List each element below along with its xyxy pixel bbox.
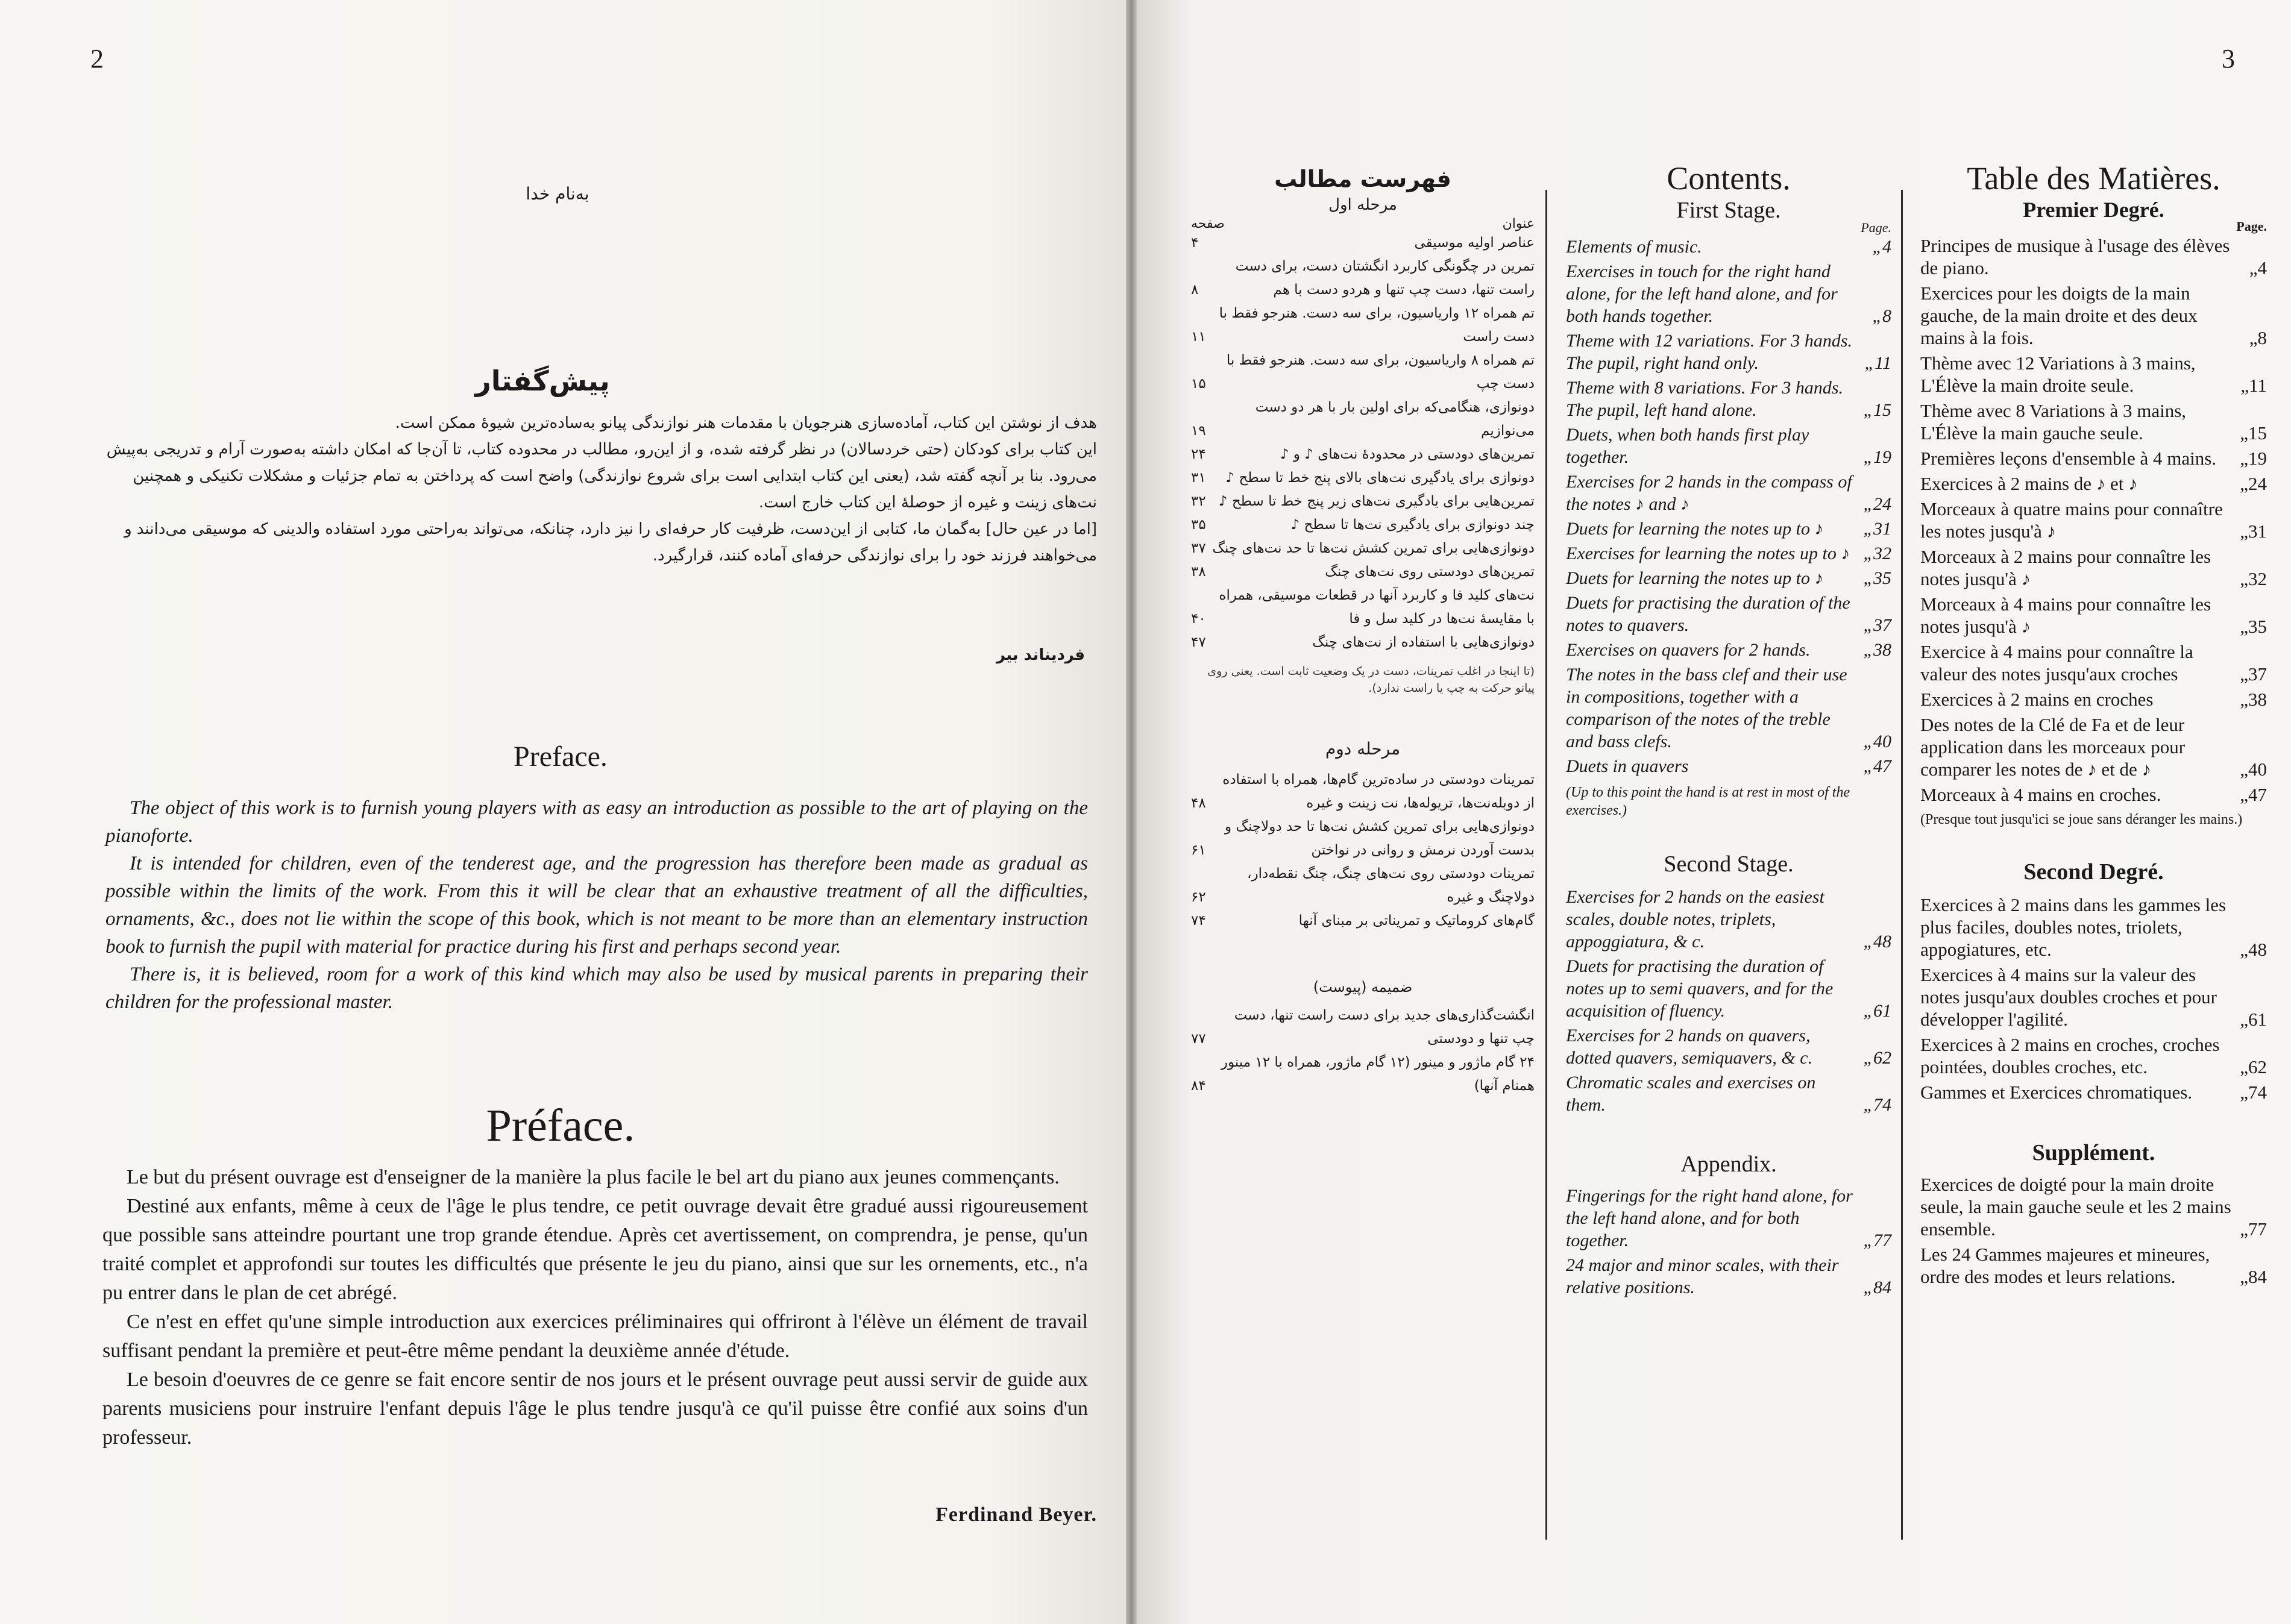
- page-number: 2: [90, 44, 104, 74]
- toc-entry-page: „62: [1863, 1048, 1891, 1068]
- toc-entry-page: „15: [2240, 422, 2267, 444]
- persian-appendix-list: [1191, 1004, 1535, 1098]
- french-stage1-list: [1920, 234, 2267, 806]
- toc-entry-page: „37: [1863, 615, 1891, 635]
- toc-entry-page: ۴۰: [1191, 611, 1206, 627]
- toc-entry-page: „62: [2240, 1056, 2267, 1077]
- toc-entry-title: دونوازی، هنگامی‌که برای اولین بار با هر دو دست می‌نوازیم: [1255, 400, 1535, 439]
- column-divider: [1545, 190, 1547, 1540]
- toc-entry-title: Elements of music.: [1566, 237, 1702, 257]
- toc-entry: [1920, 1173, 2267, 1240]
- column-divider: [1901, 190, 1903, 1540]
- toc-entry-title: Exercises for 2 hands on quavers, dotted quavers, semiquavers, & c.: [1566, 1026, 1813, 1068]
- toc-entry: [1566, 1185, 1891, 1252]
- french-stage2-list: [1920, 894, 2267, 1103]
- toc-entry-page: ۶۱: [1191, 842, 1206, 858]
- persian-col-title: عنوان: [1502, 216, 1535, 231]
- toc-entry-page: ۱۹: [1191, 423, 1206, 439]
- toc-entry-title: تمرینات دودستی در ساده‌ترین گام‌ها، همراه با استفاده از دوبله‌نت‌ها، تریوله‌ها، نت زینت و غیره: [1222, 772, 1535, 811]
- persian-contents-column: [1191, 166, 1535, 1098]
- toc-entry-title: Thème avec 8 Variations à 3 mains, L'Élève la main gauche seule.: [1920, 400, 2187, 444]
- toc-entry-title: Exercices à 2 mains dans les gammes les plus faciles, doubles notes, triolets, appogiatures, etc.: [1920, 894, 2227, 960]
- persian-stage2-heading: مرحله دوم: [1325, 739, 1401, 759]
- english-contents-column: [1566, 160, 1891, 1301]
- french-stage2-heading: Second Degré.: [2023, 859, 2164, 885]
- toc-entry-page: ۶۲: [1191, 889, 1206, 905]
- persian-stage1-heading: مرحله اول: [1328, 196, 1397, 214]
- toc-entry: [1191, 231, 1535, 255]
- toc-entry: [1566, 567, 1891, 589]
- toc-entry-page: „48: [2240, 939, 2267, 960]
- toc-entry-page: „35: [1863, 568, 1891, 588]
- left-page: [0, 0, 1126, 1624]
- toc-entry-page: ۱۵: [1191, 376, 1206, 392]
- toc-entry-page: ۳۲: [1191, 494, 1206, 509]
- toc-entry: [1920, 447, 2267, 469]
- french-preface-title: Préface.: [486, 1100, 635, 1151]
- toc-entry-page: ۷۴: [1191, 913, 1206, 929]
- toc-entry-page: „24: [2240, 473, 2267, 494]
- french-contents-title: Table des Matières.: [1967, 160, 2220, 196]
- toc-entry-title: Morceaux à 4 mains pour connaître les notes jusqu'à ♪: [1920, 594, 2211, 637]
- toc-entry: [1191, 255, 1535, 302]
- toc-entry-page: „19: [1863, 447, 1891, 467]
- toc-entry-title: Duets for learning the notes up to ♪: [1566, 519, 1824, 539]
- toc-entry-page: ۴: [1191, 235, 1199, 251]
- toc-entry: [1566, 471, 1891, 515]
- toc-entry-title: Les 24 Gammes majeures et mineures, ordre des modes et leurs relations.: [1920, 1244, 2210, 1287]
- english-preface-title: Preface.: [514, 741, 608, 773]
- toc-entry-page: „74: [2240, 1082, 2267, 1103]
- toc-entry: [1920, 498, 2267, 542]
- toc-entry-title: تمرین‌هایی برای یادگیری نت‌های زیر پنج خط تا سطح ♪: [1218, 494, 1535, 509]
- toc-entry: [1920, 1081, 2267, 1103]
- bismillah-heading: به‌نام خدا: [526, 184, 589, 204]
- persian-stage1-list: [1191, 231, 1535, 654]
- toc-entry-page: „24: [1863, 494, 1891, 514]
- english-stage1-heading: First Stage.: [1676, 198, 1781, 223]
- toc-entry-title: Gammes et Exercices chromatiques.: [1920, 1082, 2193, 1103]
- toc-entry-title: تمرین در چگونگی کاربرد انگشتان دست، برای دست راست تنها، دست چپ تنها و هردو دست با هم: [1235, 259, 1535, 298]
- toc-entry-title: Exercices à 2 mains de ♪ et ♪: [1920, 473, 2138, 494]
- toc-entry-page: „32: [1863, 544, 1891, 563]
- french-preface-paragraph: Destiné aux enfants, même à ceux de l'âge le plus tendre, ce petit ouvrage devait être gradué aussi rigoureusement que possible sans atteindre pourtant une trop grande étendue. Après cet avertissement, on comprendra, je pense, qu'un traité complet et approfondi sur toutes les difficultés que présente le jeu du piano, ainsi que sur les ornements, etc., n'a pu entrer dans le plan de cet abrégé.: [102, 1195, 1088, 1304]
- toc-entry-title: Exercices pour les doigts de la main gauche, de la main droite et des deux mains à la fois.: [1920, 283, 2198, 348]
- french-preface-paragraph: Le but du présent ouvrage est d'enseigner de la manière la plus facile le bel art du piano aux jeunes commençants.: [127, 1166, 1060, 1188]
- toc-entry: [1920, 894, 2267, 961]
- persian-contents-title: فهرست مطالب: [1274, 166, 1451, 192]
- french-appendix-heading: Supplément.: [2032, 1140, 2155, 1165]
- toc-entry-page: „4: [2249, 257, 2267, 278]
- toc-entry: [1920, 713, 2267, 780]
- toc-entry: [1566, 330, 1891, 374]
- toc-entry-page: „37: [2240, 663, 2267, 685]
- english-preface-paragraph: The object of this work is to furnish young players with as easy an introduction as possible to the art of playing on the pianoforte.: [105, 797, 1088, 847]
- toc-entry: [1920, 964, 2267, 1030]
- toc-entry: [1566, 424, 1891, 468]
- toc-entry: [1191, 443, 1535, 466]
- persian-stage1-note: (تا اینجا در اغلب تمرینات، دست در یک وضعیت ثابت است. یعنی روی پیانو حرکت به چپ یا راست ندارد).: [1207, 665, 1535, 695]
- toc-entry-title: 24 major and minor scales, with their relative positions.: [1566, 1255, 1839, 1297]
- toc-entry: [1566, 1024, 1891, 1069]
- toc-entry: [1191, 513, 1535, 537]
- toc-entry-title: Exercices à 2 mains en croches, croches pointées, doubles croches, etc.: [1920, 1034, 2220, 1077]
- english-stage2-list: [1566, 886, 1891, 1116]
- persian-stage2-list: [1191, 768, 1535, 933]
- toc-entry-page: „11: [1864, 353, 1891, 373]
- english-preface-paragraph: It is intended for children, even of the tenderest age, and the progression has therefore been made as gradual as possible within the limits of the work. From this it will be clear that an exhaustive treatment of all the difficulties, ornaments, &c., does not lie within the scope of this book, which is not meant to be more than an elementary instruction book to furnish the pupil with material for practice during his first and perhaps second year.: [105, 853, 1088, 958]
- toc-entry: [1920, 545, 2267, 590]
- toc-entry-title: تمرینات دودستی روی نت‌های چنگ، چنگ نقطه‌دار، دولاچنگ و غیره: [1247, 866, 1535, 905]
- toc-entry-title: Premières leçons d'ensemble à 4 mains.: [1920, 448, 2217, 469]
- french-stage1-note: (Presque tout jusqu'ici se joue sans déranger les mains.): [1920, 812, 2243, 827]
- toc-entry-page: „8: [1872, 306, 1891, 326]
- english-stage1-list: [1566, 236, 1891, 777]
- toc-entry: [1566, 755, 1891, 777]
- persian-preface-paragraph: این کتاب برای کودکان (حتی خردسالان) در نظر گرفته شده، و از این‌رو، مطالب در محدوده کتاب، تا آن‌جا که امکان داشته به‌صورت آرام و تدریجی به‌پیش می‌رود. بنا بر آنچه گفته شد، (یعنی این کتاب ابتدایی است برای شروع نوازندگی) واضح است که پرداختن به تمام جزئیات و مشکلات تکنیکی و همچنین نت‌های زینت و غیره از حوصلهٔ این کتاب خارج است.: [106, 440, 1097, 512]
- toc-entry-page: ۸: [1191, 282, 1199, 298]
- toc-entry-title: Morceaux à quatre mains pour connaître les notes jusqu'à ♪: [1920, 498, 2223, 542]
- toc-entry-page: ۳۵: [1191, 517, 1206, 533]
- toc-entry: [1566, 955, 1891, 1022]
- french-preface-paragraph: Ce n'est en effet qu'une simple introduction aux exercices préliminaires qui offriront à l'élève un élément de travail suffisant pendant la première et peut-être même pendant la deuxième année d'étude.: [102, 1311, 1088, 1362]
- toc-entry-page: „48: [1863, 932, 1891, 952]
- toc-entry-title: Exercises in touch for the right hand alone, for the left hand alone, and for both hands together.: [1566, 262, 1838, 326]
- toc-entry-title: دونوازی برای یادگیری نت‌های بالای پنج خط تا سطح ♪: [1225, 470, 1535, 486]
- toc-entry: [1191, 490, 1535, 513]
- toc-entry-page: „47: [1863, 756, 1891, 776]
- toc-entry-page: „61: [1863, 1001, 1891, 1021]
- toc-entry: [1191, 631, 1535, 654]
- toc-entry: [1191, 302, 1535, 349]
- toc-entry-title: Exercises for 2 hands on the easiest scales, double notes, triplets, appoggiatura, & c.: [1566, 887, 1824, 952]
- toc-entry-page: „74: [1863, 1095, 1891, 1115]
- french-appendix-list: [1920, 1173, 2267, 1288]
- toc-entry-page: „40: [2240, 759, 2267, 780]
- toc-entry: [1920, 400, 2267, 444]
- toc-entry-title: Exercises for learning the notes up to ♪: [1566, 544, 1850, 563]
- toc-entry: [1920, 1243, 2267, 1288]
- toc-entry-page: „19: [2240, 448, 2267, 469]
- persian-preface-paragraph: [اما در عین حال] به‌گمان ما، کتابی از این‌دست، ظرفیت کار حرفه‌ای را نیز دارد، چنانکه، می‌تواند به‌راحتی مورد استفاده والدینی که موسیقی می‌دانند و می‌خواهند فرزند خود را برای نوازندگی حرفه‌ای آماده کنند، قرارگیرد.: [124, 520, 1097, 565]
- toc-entry-page: „84: [1863, 1278, 1891, 1297]
- right-page: [1137, 0, 2291, 1624]
- toc-entry-page: ۳۱: [1191, 470, 1206, 486]
- toc-entry-title: تم همراه ۱۲ واریاسیون، برای سه دست. هنرجو فقط با دست راست: [1219, 306, 1535, 345]
- toc-entry-title: تمرین‌های دودستی روی نت‌های چنگ: [1325, 564, 1535, 580]
- toc-entry: [1191, 1004, 1535, 1051]
- toc-entry: [1191, 466, 1535, 490]
- toc-entry: [1566, 639, 1891, 661]
- toc-entry-title: Chromatic scales and exercises on them.: [1566, 1073, 1816, 1115]
- toc-entry-title: چند دونوازی برای یادگیری نت‌ها تا سطح ♪: [1290, 517, 1535, 533]
- english-appendix-heading: Appendix.: [1680, 1152, 1777, 1177]
- french-preface-body: [102, 1163, 1088, 1452]
- toc-entry: [1191, 349, 1535, 396]
- toc-entry: [1566, 518, 1891, 540]
- toc-entry: [1920, 641, 2267, 685]
- toc-entry-page: ۲۴: [1191, 447, 1206, 462]
- toc-entry: [1191, 909, 1535, 933]
- toc-entry-title: Morceaux à 2 mains pour connaître les notes jusqu'à ♪: [1920, 546, 2211, 589]
- toc-entry-title: Fingerings for the right hand alone, for the left hand alone, and for both together.: [1566, 1186, 1853, 1250]
- toc-entry-title: Theme with 8 variations. For 3 hands. The pupil, left hand alone.: [1566, 378, 1844, 420]
- toc-entry-page: „31: [2240, 521, 2267, 542]
- toc-entry: [1566, 663, 1891, 753]
- toc-entry-title: دونوازی‌هایی برای تمرین کشش نت‌ها تا حد نت‌های چنگ: [1212, 541, 1535, 556]
- english-preface-paragraph: There is, it is believed, room for a work of this kind which may also be used by musical parents in preparing their children for the professional master.: [105, 964, 1088, 1013]
- toc-entry-title: Thème avec 12 Variations à 3 mains, L'Élève la main droite seule.: [1920, 353, 2196, 396]
- toc-entry-title: Duets for practising the duration of the notes to quavers.: [1566, 593, 1850, 635]
- toc-entry-title: Duets in quavers: [1566, 756, 1689, 776]
- toc-entry-title: Duets for practising the duration of notes up to semi quavers, and for the acquisition of fluency.: [1566, 956, 1834, 1021]
- toc-entry: [1191, 584, 1535, 631]
- toc-entry: [1566, 260, 1891, 327]
- toc-entry-page: „47: [2240, 784, 2267, 805]
- persian-preface-paragraph: هدف از نوشتن این کتاب، آماده‌سازی هنرجویان با مقدمات هنر نوازندگی پیانو به‌ساده‌ترین شیوهٔ ممکن است.: [395, 414, 1097, 432]
- english-stage1-note: (Up to this point the hand is at rest in most of the exercises.): [1566, 785, 1850, 818]
- toc-entry-page: „77: [1863, 1231, 1891, 1250]
- toc-entry-title: Theme with 12 variations. For 3 hands. The pupil, right hand only.: [1566, 331, 1853, 373]
- toc-entry: [1920, 472, 2267, 495]
- toc-entry: [1191, 1051, 1535, 1098]
- toc-entry-title: Exercises on quavers for 2 hands.: [1566, 640, 1811, 660]
- toc-entry-title: Des notes de la Clé de Fa et de leur application dans les morceaux pour comparer les notes de ♪ et de ♪: [1920, 714, 2186, 780]
- toc-entry-page: „40: [1863, 732, 1891, 751]
- toc-entry-page: ۷۷: [1191, 1031, 1206, 1047]
- toc-entry-page: „84: [2240, 1266, 2267, 1287]
- book-spine: [1126, 0, 1137, 1624]
- persian-preface-signature: فردیناند بیر: [996, 646, 1085, 664]
- persian-preface-title: پیش‌گفتار: [475, 365, 610, 397]
- toc-entry-title: گام‌های کروماتیک و تمریناتی بر مبنای آنها: [1298, 913, 1535, 929]
- toc-entry: [1191, 396, 1535, 443]
- toc-entry-page: ۱۱: [1191, 329, 1206, 345]
- toc-entry-title: Exercices à 4 mains sur la valeur des notes jusqu'aux doubles croches et pour développer l'agilité.: [1920, 964, 2217, 1030]
- toc-entry-page: ۸۴: [1191, 1078, 1206, 1094]
- toc-entry: [1191, 560, 1535, 584]
- toc-entry-title: Exercises for 2 hands in the compass of the notes ♪ and ♪: [1566, 472, 1852, 514]
- toc-entry-page: „15: [1863, 400, 1891, 420]
- toc-entry-page: „38: [2240, 689, 2267, 710]
- toc-entry-page: „38: [1863, 640, 1891, 660]
- toc-entry: [1566, 1254, 1891, 1299]
- toc-entry-page: „32: [2240, 568, 2267, 589]
- french-preface-signature: Ferdinand Beyer.: [935, 1503, 1097, 1526]
- toc-entry-page: ۴۸: [1191, 795, 1206, 811]
- toc-entry-page: „31: [1863, 519, 1891, 539]
- toc-entry: [1191, 862, 1535, 909]
- toc-entry: [1920, 688, 2267, 710]
- toc-entry: [1920, 593, 2267, 638]
- persian-column-headers: [1191, 216, 1535, 231]
- toc-entry-title: Duets for learning the notes up to ♪: [1566, 568, 1824, 588]
- toc-entry-title: Duets, when both hands first play together.: [1566, 425, 1809, 467]
- toc-entry-title: The notes in the bass clef and their use in compositions, together with a comparison of the notes of the treble and bass clefs.: [1566, 665, 1847, 751]
- toc-entry: [1920, 352, 2267, 397]
- toc-entry-title: Principes de musique à l'usage des élèves de piano.: [1920, 235, 2230, 278]
- french-preface-paragraph: Le besoin d'oeuvres de ce genre se fait encore sentir de nos jours et le présent ouvrage peut aussi servir de guide aux parents musiciens pour instruire l'enfant depuis l'âge le plus tendre jusqu'à ce qu'il puisse être confié aux soins d'un professeur.: [102, 1368, 1088, 1449]
- toc-entry: [1566, 236, 1891, 258]
- persian-preface-body: [84, 410, 1097, 569]
- toc-entry-page: ۳۸: [1191, 564, 1206, 580]
- english-appendix-list: [1566, 1185, 1891, 1299]
- toc-entry-title: نت‌های کلید فا و کاربرد آنها در قطعات موسیقی، همراه با مقایسهٔ نت‌ها در کلید سل و فا: [1219, 588, 1535, 627]
- english-page-label: Page.: [1861, 220, 1891, 235]
- toc-entry: [1920, 234, 2267, 279]
- french-stage1-heading: Premier Degré.: [2023, 198, 2164, 222]
- english-stage2-heading: Second Stage.: [1664, 851, 1794, 877]
- toc-entry-page: ۳۷: [1191, 541, 1206, 556]
- toc-entry: [1566, 886, 1891, 953]
- toc-entry-page: ۴۷: [1191, 635, 1206, 650]
- toc-entry-page: „77: [2240, 1218, 2267, 1240]
- toc-entry-page: „35: [2240, 616, 2267, 637]
- toc-entry-title: عناصر اولیه موسیقی: [1414, 235, 1535, 251]
- toc-entry: [1566, 592, 1891, 636]
- english-contents-title: Contents.: [1667, 160, 1791, 196]
- toc-entry: [1920, 783, 2267, 806]
- persian-appendix-heading: ضمیمه (پیوست): [1313, 979, 1413, 995]
- toc-entry-title: دونوازی‌هایی برای تمرین کشش نت‌ها تا حد دولاچنگ و بدست آوردن نرمش و روانی در نواختن: [1224, 819, 1535, 858]
- toc-entry-page: „8: [2249, 327, 2267, 348]
- toc-entry-page: „61: [2240, 1009, 2267, 1030]
- toc-entry-page: „4: [1872, 237, 1891, 257]
- page-number: 3: [2222, 44, 2235, 74]
- toc-entry-title: Exercice à 4 mains pour connaître la valeur des notes jusqu'aux croches: [1920, 641, 2193, 685]
- toc-entry-title: Exercices à 2 mains en croches: [1920, 689, 2154, 710]
- toc-entry-title: تمرین‌های دودستی در محدودهٔ نت‌های ♪ و ♪: [1280, 447, 1535, 462]
- toc-entry: [1920, 282, 2267, 349]
- toc-entry-page: „11: [2240, 375, 2267, 396]
- english-preface-body: [105, 794, 1088, 1016]
- toc-entry-title: انگشت‌گذاری‌های جدید برای دست راست تنها، دست چپ تنها و دودستی: [1234, 1008, 1535, 1047]
- toc-entry-title: تم همراه ۸ واریاسیون، برای سه دست. هنرجو فقط با دست چپ: [1226, 353, 1535, 392]
- toc-entry: [1191, 537, 1535, 560]
- toc-entry: [1566, 542, 1891, 565]
- toc-entry: [1566, 1071, 1891, 1116]
- toc-entry-title: دونوازی‌هایی با استفاده از نت‌های چنگ: [1312, 635, 1535, 650]
- toc-entry: [1191, 815, 1535, 862]
- toc-entry: [1191, 768, 1535, 815]
- toc-entry-title: ۲۴ گام ماژور و مینور (۱۲ گام ماژور، همراه با ۱۲ مینور همنام آنها): [1221, 1055, 1535, 1094]
- toc-entry: [1566, 377, 1891, 421]
- french-contents-column: [1920, 160, 2267, 1291]
- toc-entry: [1920, 1033, 2267, 1078]
- toc-entry-title: Exercices de doigté pour la main droite seule, la main gauche seule et les 2 mains ensemble.: [1920, 1174, 2231, 1240]
- french-page-label: Page.: [2236, 219, 2267, 234]
- persian-col-page: صفحه: [1191, 216, 1225, 231]
- toc-entry-title: Morceaux à 4 mains en croches.: [1920, 784, 2161, 805]
